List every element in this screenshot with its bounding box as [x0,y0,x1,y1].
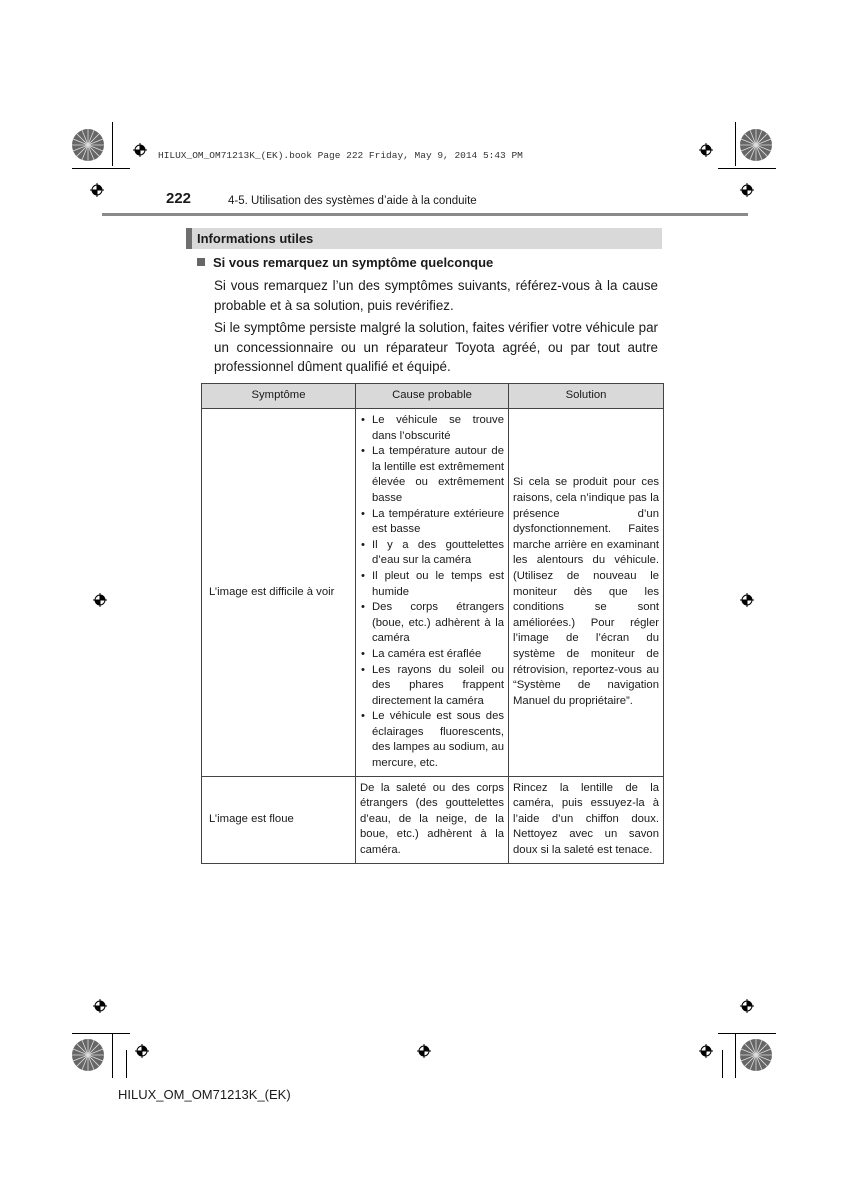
list-item: • Il y a des gouttelettes d’eau sur la caméra [360,538,504,569]
sub-heading-text: Si vous remarquez un symptôme quelconque [213,255,494,270]
header-rule [102,213,748,216]
cause-cell [356,409,509,777]
crosshair-target-icon [90,183,104,197]
cause-cell: De la saleté ou des corps étrangers (des gouttelettes d’eau, de la neige, de la boue, etc.) adhèrent à la caméra. [356,776,509,863]
crosshair-target-icon [740,593,754,607]
crop-rosette-icon [71,128,105,162]
crop-rosette-icon [739,1038,773,1072]
print-info-line: HILUX_OM_OM71213K_(EK).book Page 222 Friday, May 9, 2014 5:43 PM [158,150,523,161]
list-item: • La caméra est éraflée [360,647,504,663]
section-title: 4-5. Utilisation des systèmes d’aide à la conduite [228,195,477,207]
list-item: • Le véhicule se trouve dans l’obscurité [360,413,504,444]
symptom-cell: L’image est difficile à voir [202,409,356,777]
symptom-cell: L’image est floue [202,776,356,863]
crosshair-target-icon [135,1044,149,1058]
square-bullet-icon [197,258,205,266]
crosshair-target-icon [93,999,107,1013]
table-header-row [202,384,664,409]
advice-paragraph: Si le symptôme persiste malgré la solution, faites vérifier votre véhicule par un concessionnaire ou un réparateur Toyota agréé, ou par tout autre professionnel dûment qualifié et équipé. [214,320,658,374]
list-item: • Les rayons du soleil ou des phares frappent directement la caméra [360,663,504,710]
header-symptom: Symptôme [202,384,356,409]
list-item: • La température autour de la lentille est extrêmement élevée ou extrêmement basse [360,444,504,506]
header-solution: Solution [509,384,664,409]
crosshair-target-icon [740,183,754,197]
crop-rosette-icon [71,1038,105,1072]
solution-cell: Rincez la lentille de la caméra, puis essuyez-la à l’aide d’un chiffon doux. Nettoyez avec un savon doux si la saleté est tenace. [509,776,664,863]
list-item: • Des corps étrangers (boue, etc.) adhèrent à la caméra [360,600,504,647]
table-row [202,409,664,777]
solution-cell: Si cela se produit pour ces raisons, cela n’indique pas la présence d’un dysfonctionnement. Faites marche arrière en examinant les alentours du véhicule. (Utilisez de nouveau le moniteur dès que les conditions se sont améliorées.) Pour régler l’image de l’écran du système de moniteur de rétrovision, reportez-vous au “Système de navigation Manuel du propriétaire”. [509,409,664,777]
header-cause: Cause probable [356,384,509,409]
list-item: • La température extérieure est basse [360,507,504,538]
page-number: 222 [166,190,192,207]
sub-heading [197,255,493,270]
crosshair-target-icon [93,593,107,607]
crosshair-target-icon [699,1044,713,1058]
crosshair-target-icon [417,1044,431,1058]
intro-paragraph: Si vous remarquez l’un des symptômes suivants, référez-vous à la cause probable et à sa solution, puis revérifiez. [214,278,658,313]
crosshair-target-icon [133,143,147,157]
footer-doc-code: HILUX_OM_OM71213K_(EK) [118,1087,291,1102]
crosshair-target-icon [699,143,713,157]
table-row [202,776,664,863]
crosshair-target-icon [740,999,754,1013]
cause-list [360,413,504,772]
crop-rosette-icon [739,128,773,162]
list-item: • Le véhicule est sous des éclairages fluorescents, des lampes au sodium, au mercure, etc. [360,709,504,771]
symptom-table [201,383,664,864]
info-box-title: Informations utiles [186,228,662,249]
list-item: • Il pleut ou le temps est humide [360,569,504,600]
